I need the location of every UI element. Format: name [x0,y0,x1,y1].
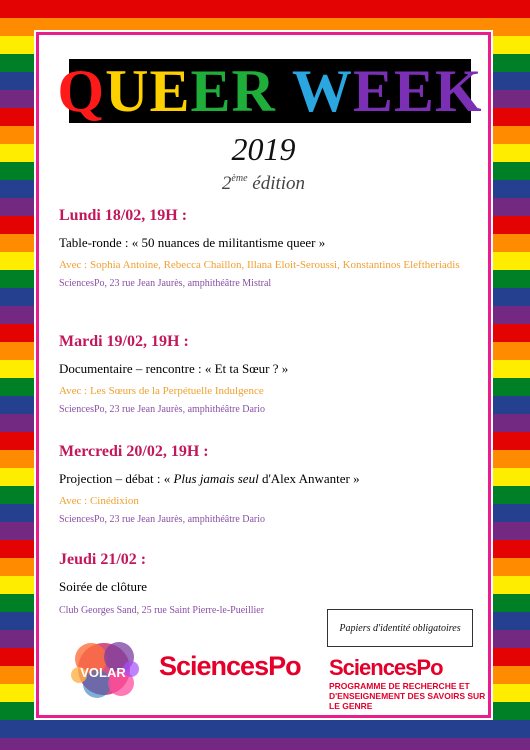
event-guests: Avec : Les Sœurs de la Perpétuelle Indulgence [59,385,264,397]
poster-card [36,32,491,718]
event-date: Mardi 19/02, 19H : [59,333,189,350]
event-thursday [59,551,479,616]
event-date: Mercredi 20/02, 19H : [59,443,209,460]
sciencespo-logo: SciencesPo [159,651,301,681]
edition-number: 2 [221,173,232,194]
year: 2019 [231,131,296,167]
event-title-suffix: d'Alex Anwanter » [258,471,360,486]
edition-word: édition [252,173,306,194]
title-letter: K [434,58,483,124]
title-letter: Q [57,58,106,124]
film-title: Plus jamais seul [173,471,259,486]
event-guests: Avec : Sophia Antoine, Rebecca Chaillon, Illana Eloit-Seroussi, Konstantinos Eleftheriadis [59,259,460,271]
event-title-prefix: Projection – débat : « [59,471,174,486]
event-place: SciencesPo, 23 rue Jean Jaurès, amphithéâtre Dario [59,404,266,415]
volar-logo-text: VOLAR [80,665,126,680]
title-letter: E [190,58,232,124]
event-place: SciencesPo, 23 rue Jean Jaurès, amphithéâtre Dario [59,514,266,525]
event-guests: Avec : Cinédixion [59,495,139,507]
title-letter: E [149,58,191,124]
event-title: Documentaire – rencontre : « Et ta Sœur ? » [59,361,289,376]
event-tuesday [59,333,479,415]
title-letter: U [105,58,150,124]
event-monday [59,207,479,289]
title-banner [57,58,483,124]
event-title: Table-ronde : « 50 nuances de militantisme queer » [59,235,326,250]
title-letter: R [231,58,276,124]
title-letter: E [352,58,394,124]
event-title: Soirée de clôture [59,579,148,594]
event-place: Club Georges Sand, 25 rue Saint Pierre-le-Pueillier [59,605,265,616]
event-place: SciencesPo, 23 rue Jean Jaurès, amphithéâtre Mistral [59,278,272,289]
event-wednesday [59,443,479,525]
event-title [59,471,479,487]
title-letter: E [393,58,435,124]
title-letter: W [291,58,353,124]
id-notice-box: Papiers d'identité obligatoires [327,609,473,647]
title-letter [276,61,292,121]
program-subtitle: PROGRAMME DE RECHERCHE ET D'ENSEIGNEMENT DES SAVOIRS SUR LE GENRE [329,681,486,711]
edition-superscript: ème [231,173,248,184]
event-date: Lundi 18/02, 19H : [59,207,188,224]
edition [39,173,488,195]
event-date: Jeudi 21/02 : [59,551,147,568]
sciencespo-genre-logo: SciencesPo [329,655,443,680]
